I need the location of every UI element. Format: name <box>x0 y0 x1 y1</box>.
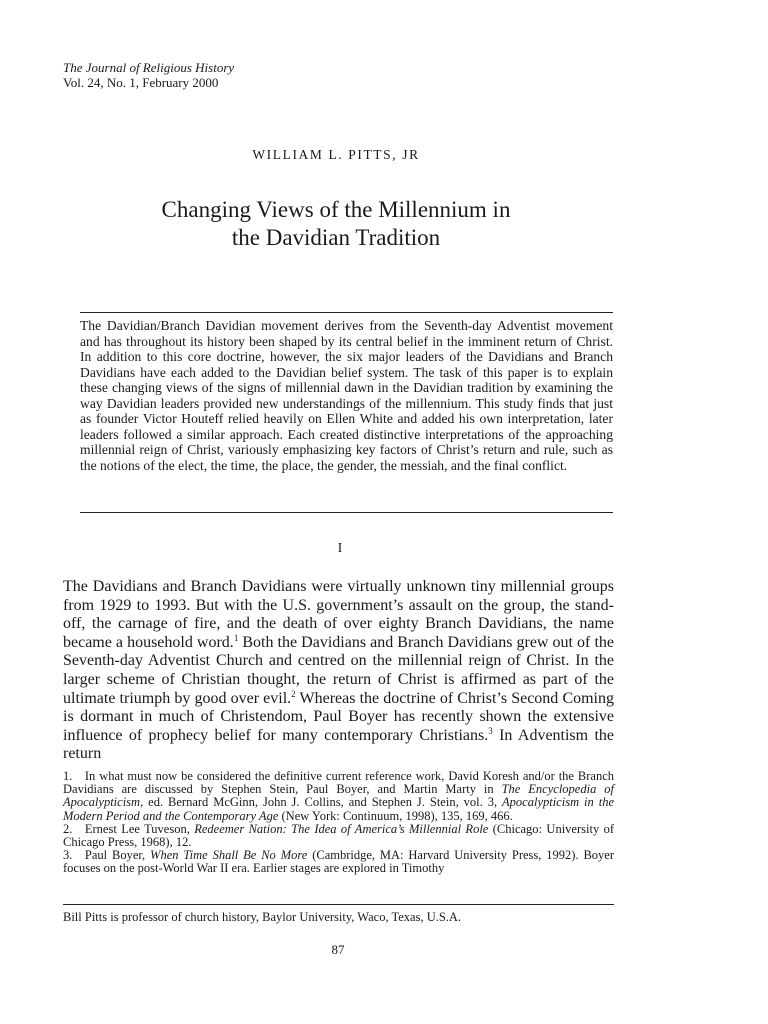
footnote-ref-1: 1 <box>233 632 239 643</box>
body-text-3: Whereas the doctrine of Christ’s Second Coming is dormant in much of Christendom, Paul Boyer has recently shown the extensive influence of prophecy belief for many contemporary Christians. <box>63 689 615 744</box>
footnote-3-text-a: 3. Paul Boyer, <box>63 848 151 863</box>
body-text-2: Both the Davidians and Branch Davidians grew out of the Seventh-day Adventist Church and centred on the millennial reign of Christ. In the larger scheme of Christian thought, the return of Christ is affirmed as part of the ultimate triumph by good over evil. <box>63 633 614 707</box>
article-author: WILLIAM L. PITTS, JR <box>252 147 420 162</box>
article-title <box>0 196 672 252</box>
footnote-2 <box>63 823 614 849</box>
footnote-3-title: When Time Shall Be No More <box>150 848 308 863</box>
author-affiliation: Bill Pitts is professor of church history, Baylor University, Waco, Texas, U.S.A. <box>63 910 462 924</box>
footnote-2-text-a: 2. Ernest Lee Tuveson, <box>63 821 195 836</box>
footnote-1-text-b: , ed. Bernard McGinn, John J. Collins, and Stephen J. Stein, vol. 3, <box>140 795 503 810</box>
footnote-1-text-a: 1. In what must now be considered the definitive current reference work, David Koresh and/or the Branch Davidians are discussed by Stephen Stein, Paul Boyer, and Martin Marty in <box>63 769 614 797</box>
footnote-1 <box>63 770 614 823</box>
article-title-line-2: the Davidian Tradition <box>231 225 441 250</box>
journal-name: The Journal of Religious History <box>63 60 235 75</box>
footnote-rule <box>63 904 614 905</box>
article-abstract: The Davidian/Branch Davidian movement derives from the Seventh-day Adventist movement and has throughout its history been shaped by its central belief in the imminent return of Christ. In addition to this core doctrine, however, the six major leaders of the Davidians and Branch Davidians have each added to the Davidian belief system. The task of this paper is to explain these changing views of the signs of millennial dawn in the Davidian tradition by examining the way Davidian leaders provided new understandings of the millennium. This study finds that just as founder Victor Houteff relied heavily on Ellen White and added his own interpretation, later leaders followed a similar approach. Each created distinctive interpretations of the approaching millennial reign of Christ, variously emphasizing key factors of Christ’s return and rule, such as the notions of the elect, the time, the place, the gender, the messiah, and the final conflict. <box>80 318 613 473</box>
body-paragraph <box>63 578 614 764</box>
footnote-1-title-2: Apocalypticism in the Modern Period and the Contemporary Age <box>63 795 614 823</box>
footnote-2-text-b: (Chicago: University of Chicago Press, 1968), 12. <box>63 821 614 850</box>
body-text-1: The Davidians and Branch Davidians were virtually unknown tiny millennial groups from 1929 to 1993. But with the U.S. government’s assault on the group, the stand-off, the carnage of fire, and the death of over eighty Branch Davidians, the name became a household word. <box>63 578 614 651</box>
journal-volume: Vol. 24, No. 1, February 2000 <box>63 75 219 90</box>
footnote-1-text-c: (New York: Continuum, 1998), 135, 169, 466. <box>278 808 513 823</box>
article-title-line-1: Changing Views of the Millennium in <box>161 197 511 222</box>
footnotes <box>63 770 614 876</box>
footnote-3 <box>63 849 614 875</box>
abstract-bottom-rule <box>80 512 613 513</box>
abstract-top-rule <box>80 312 613 313</box>
footnote-2-title: Redeemer Nation: The Idea of America’s Millennial Role <box>194 821 489 836</box>
footnote-3-text-b: (Cambridge, MA: Harvard University Press, 1992). Boyer focuses on the post-World War II era. Earlier stages are explored in Timothy <box>63 848 614 876</box>
footnote-1-title-1: The Encyclopedia of Apocalypticism <box>63 782 614 810</box>
body-text-4: In Adventism the return <box>63 726 615 763</box>
journal-header <box>63 60 234 90</box>
footnote-ref-3: 3 <box>488 725 493 736</box>
footnote-ref-2: 2 <box>291 688 296 699</box>
section-heading: I <box>337 541 343 556</box>
page-number: 87 <box>331 942 345 957</box>
